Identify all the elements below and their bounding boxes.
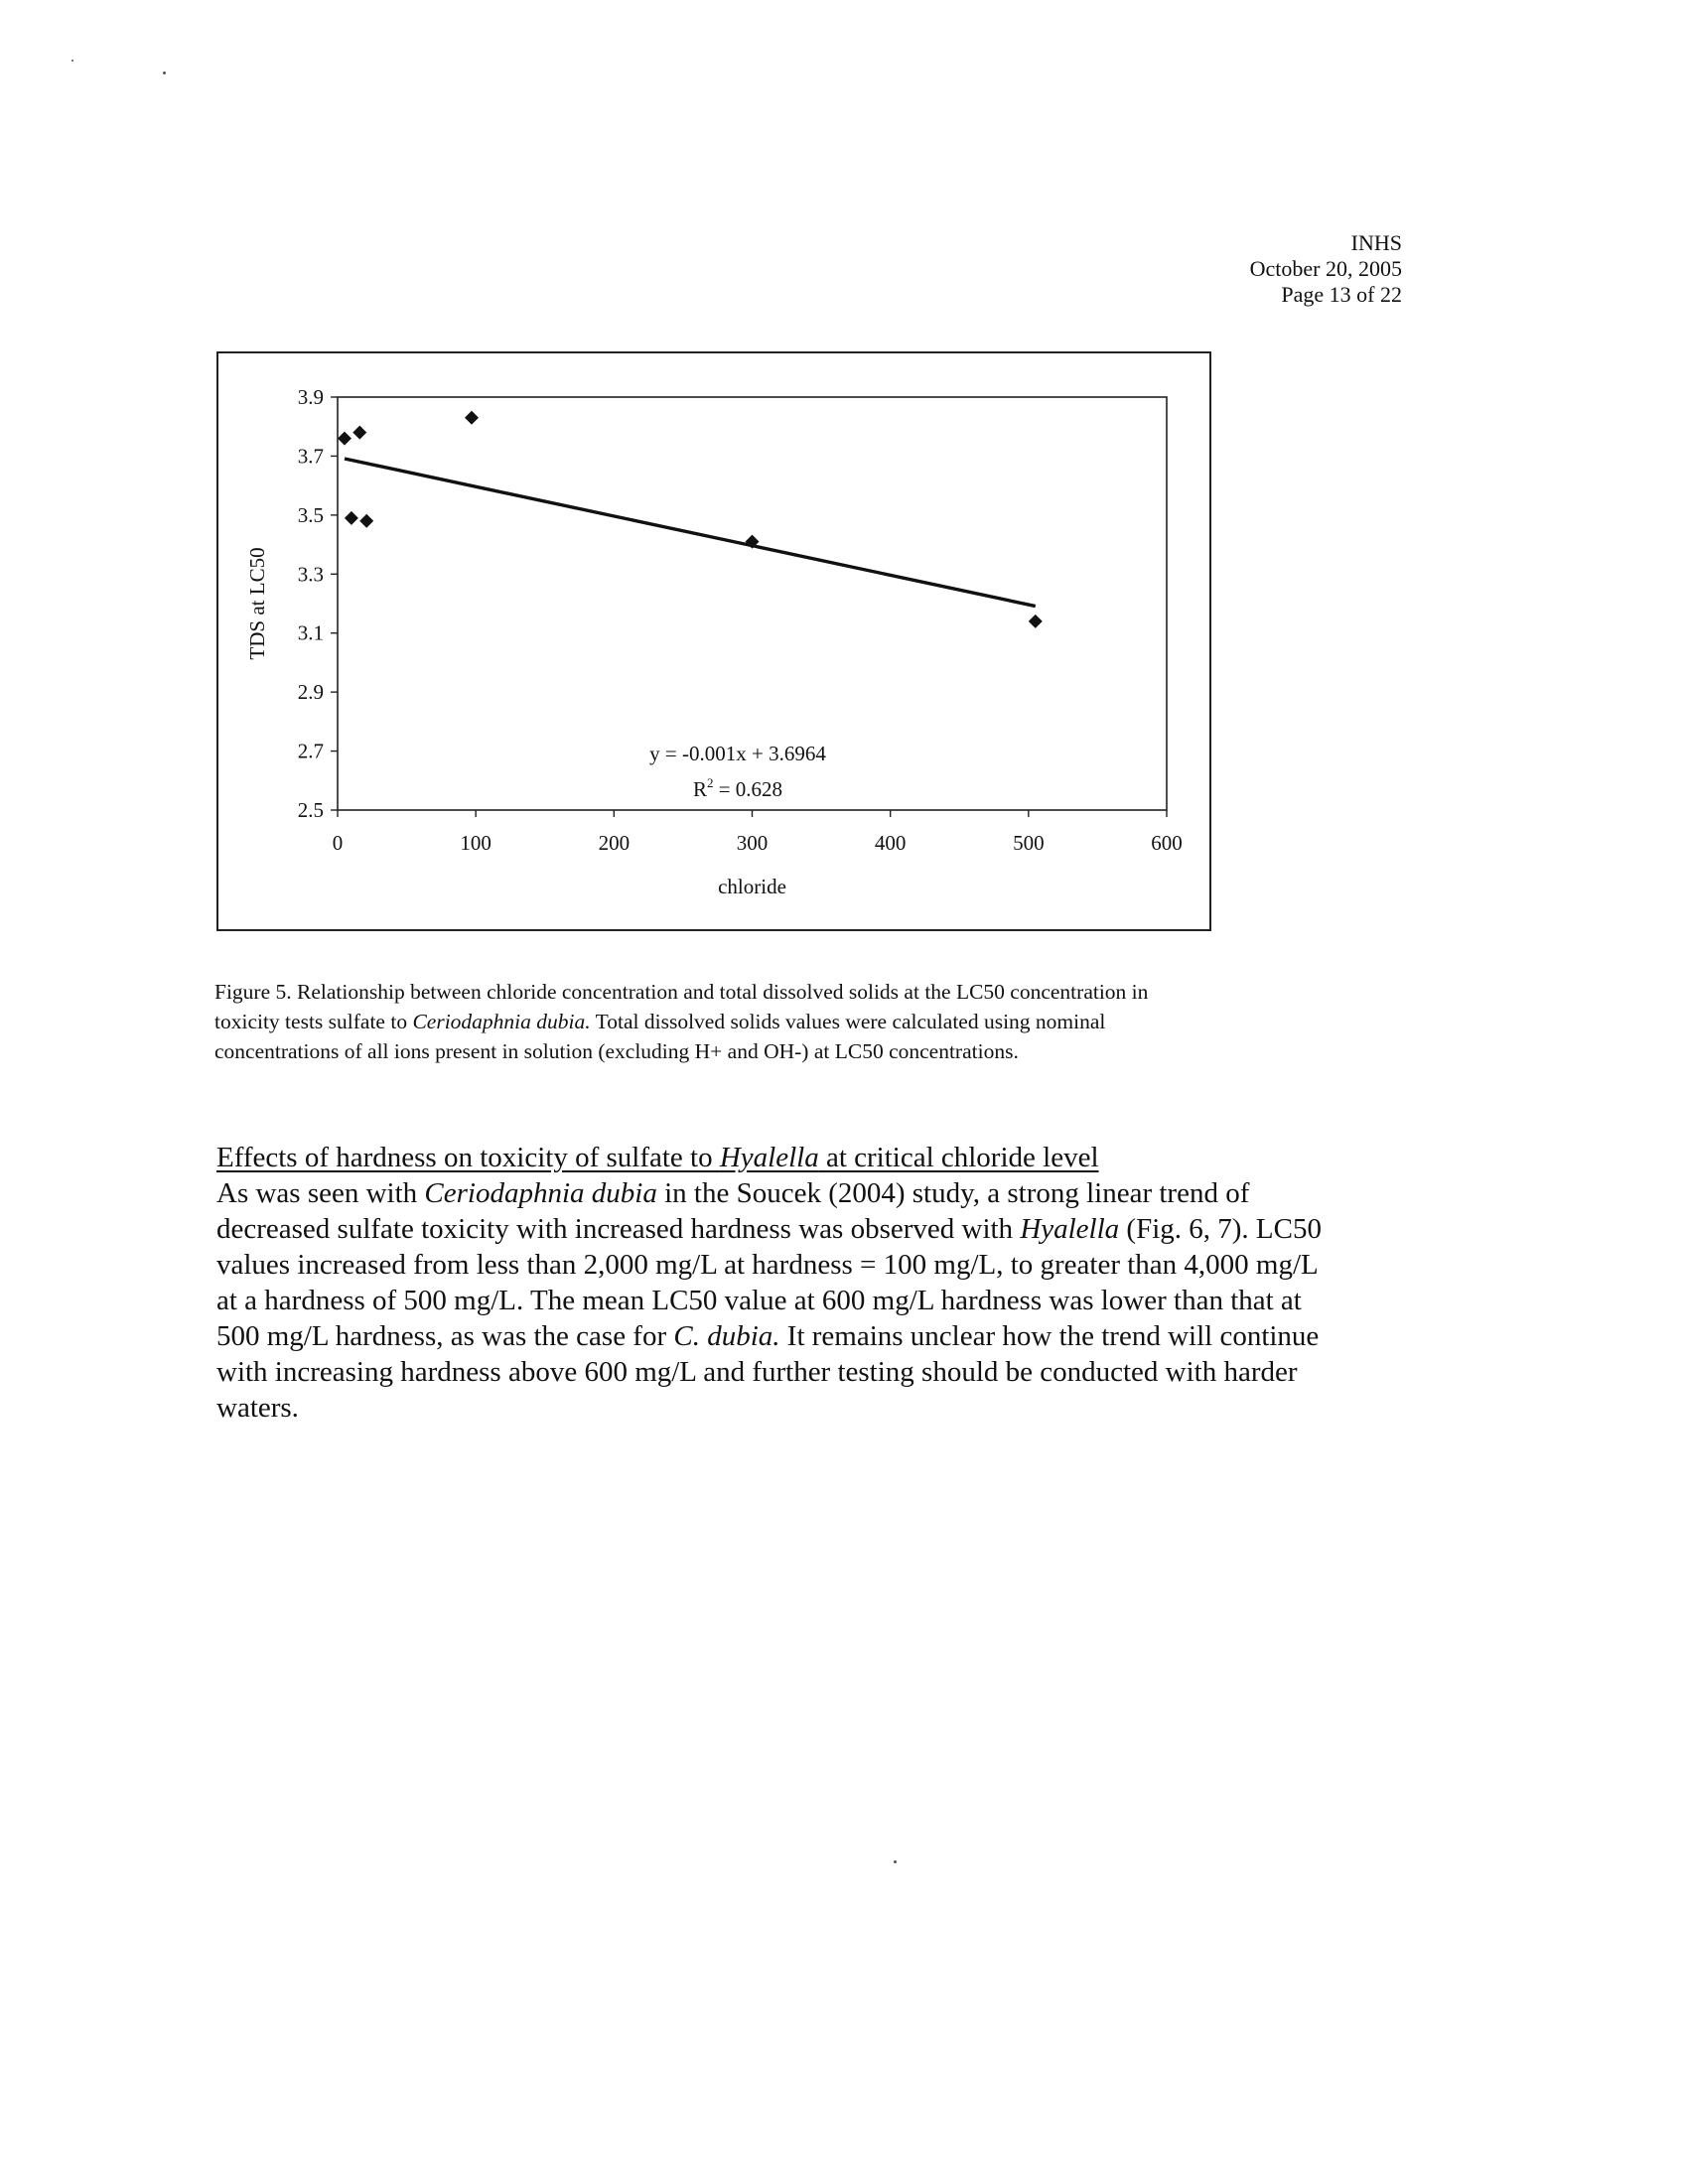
r-value: = 0.628 bbox=[713, 777, 783, 801]
caption-species: Ceriodaphnia dubia. bbox=[412, 1010, 591, 1033]
data-point bbox=[359, 514, 373, 528]
body-species: Hyalella bbox=[1020, 1213, 1120, 1245]
y-tick-label: 2.7 bbox=[297, 739, 324, 763]
x-tick-label: 0 bbox=[332, 831, 344, 855]
heading-text: Effects of hardness on toxicity of sulfate to bbox=[216, 1142, 720, 1173]
data-point bbox=[1029, 614, 1043, 628]
body-line: values increased from less than 2,000 mg/L at hardness = 100 mg/L, to greater than 4,000 mg/L bbox=[216, 1249, 1319, 1281]
body-line: at a hardness of 500 mg/L. The mean LC50 value at 600 mg/L hardness was lower than that at bbox=[216, 1285, 1302, 1316]
y-tick-label: 3.7 bbox=[297, 444, 324, 469]
body-line: with increasing hardness above 600 mg/L and further testing should be conducted with harder bbox=[216, 1356, 1298, 1388]
y-tick-label: 2.5 bbox=[297, 798, 324, 822]
y-tick-label: 3.1 bbox=[297, 620, 324, 645]
figure-caption bbox=[214, 977, 1366, 1066]
r-label: R bbox=[692, 777, 707, 801]
body-text: in the Soucek (2004) study, a strong linear trend of bbox=[656, 1177, 1250, 1209]
body-species: Ceriodaphnia dubia bbox=[424, 1177, 657, 1209]
body-line bbox=[216, 1175, 1418, 1211]
section-heading bbox=[216, 1140, 1099, 1175]
header-org: INHS bbox=[1350, 230, 1402, 255]
scan-speck bbox=[71, 60, 73, 62]
caption-line-3: concentrations of all ions present in solution (excluding H+ and OH-) at LC50 concentrations. bbox=[214, 1039, 1019, 1063]
x-tick-label: 200 bbox=[598, 831, 631, 855]
header-date: October 20, 2005 bbox=[1249, 256, 1402, 281]
caption-text: toxicity tests sulfate to bbox=[214, 1010, 413, 1033]
y-axis-label: TDS at LC50 bbox=[245, 547, 269, 660]
data-point bbox=[352, 426, 366, 440]
data-point bbox=[338, 432, 351, 446]
body-line bbox=[216, 1211, 1418, 1247]
r-superscript: 2 bbox=[706, 775, 714, 790]
body-species: C. dubia. bbox=[673, 1320, 780, 1352]
trendline-equation: y = -0.001x + 3.6964 bbox=[649, 742, 826, 765]
body-text: 500 mg/L hardness, as was the case for bbox=[216, 1320, 674, 1352]
x-axis-label: chloride bbox=[718, 875, 786, 898]
x-tick-label: 300 bbox=[736, 831, 769, 855]
x-tick-label: 100 bbox=[460, 831, 491, 855]
body-line bbox=[216, 1318, 1418, 1354]
body-line: waters. bbox=[216, 1392, 299, 1424]
figure-5-chart bbox=[216, 351, 1211, 931]
header-page-number: Page 13 of 22 bbox=[1281, 282, 1402, 307]
body-text: (Fig. 6, 7). LC50 bbox=[1119, 1213, 1322, 1245]
scan-speck bbox=[163, 71, 166, 74]
y-tick-label: 3.3 bbox=[297, 562, 324, 587]
trendline bbox=[345, 459, 1036, 607]
scan-speck bbox=[894, 1860, 897, 1863]
data-point bbox=[465, 411, 479, 425]
y-tick-label: 3.5 bbox=[297, 502, 324, 527]
scatter-plot bbox=[218, 353, 1211, 931]
body-text: As was seen with bbox=[216, 1177, 425, 1209]
caption-line-2 bbox=[214, 1007, 1366, 1036]
heading-text: at critical chloride level bbox=[818, 1142, 1099, 1173]
body-paragraph bbox=[216, 1175, 1418, 1426]
y-tick-label: 3.9 bbox=[297, 385, 324, 409]
r-squared-label bbox=[693, 775, 782, 801]
heading-species: Hyalella bbox=[719, 1142, 819, 1173]
data-point bbox=[345, 511, 358, 525]
x-tick-label: 400 bbox=[874, 831, 907, 855]
x-tick-label: 500 bbox=[1013, 831, 1045, 855]
y-tick-label: 2.9 bbox=[297, 680, 324, 705]
caption-line-1: Figure 5. Relationship between chloride concentration and total dissolved solids at the LC50 concentration in bbox=[214, 980, 1149, 1004]
body-text: decreased sulfate toxicity with increased hardness was observed with bbox=[216, 1213, 1021, 1245]
caption-text: Total dissolved solids values were calculated using nominal bbox=[590, 1010, 1106, 1033]
page-header bbox=[1250, 230, 1402, 308]
x-tick-label: 600 bbox=[1151, 831, 1183, 855]
body-text: It remains unclear how the trend will continue bbox=[779, 1320, 1320, 1352]
